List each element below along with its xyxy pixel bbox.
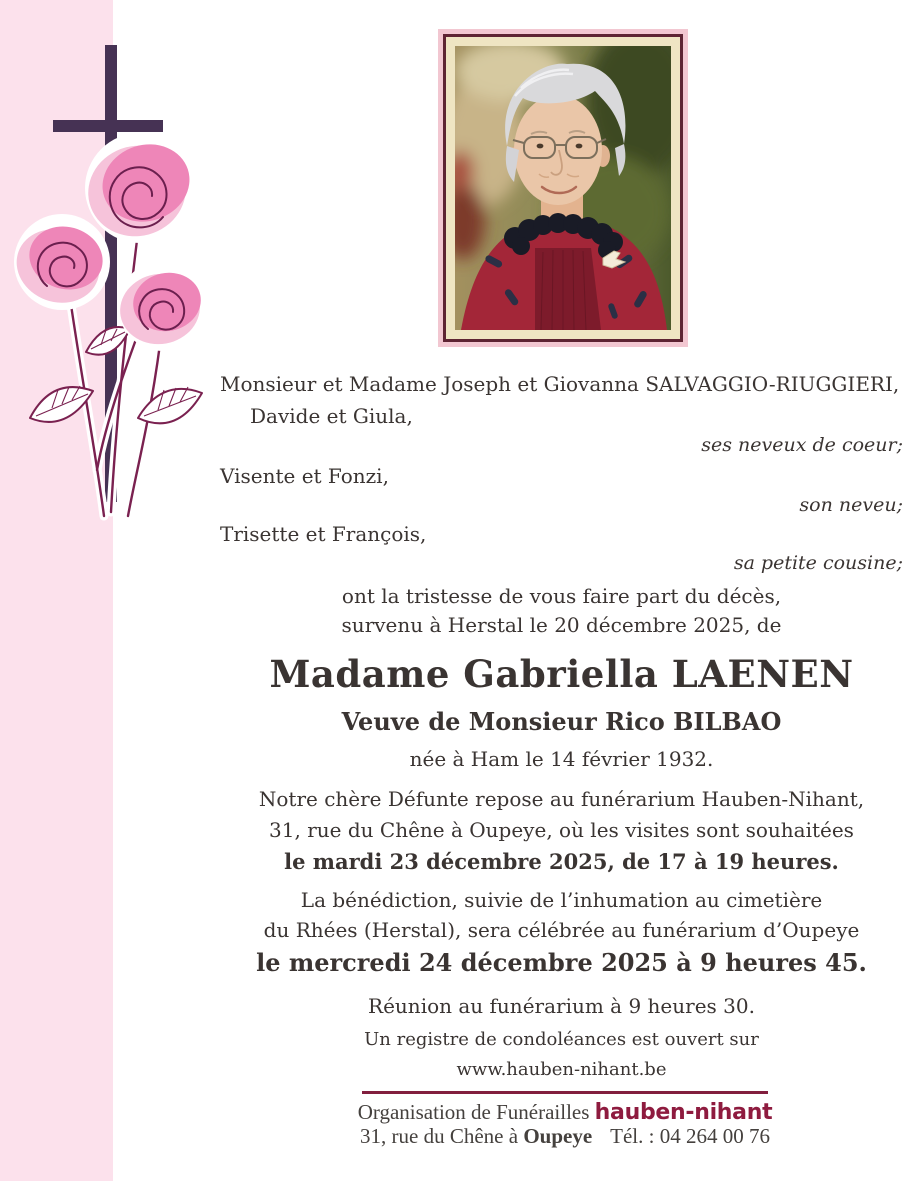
rose-icon bbox=[115, 261, 208, 351]
portrait-photo bbox=[455, 46, 671, 330]
footer-address-line bbox=[220, 1123, 910, 1149]
family-line-1: Monsieur et Madame Joseph et Giovanna SALVAGGIO-RIUGGIERI, bbox=[220, 372, 900, 396]
ceremony-line-1: La bénédiction, suivie de l’inhumation au cimetière bbox=[300, 888, 823, 912]
footer-divider bbox=[362, 1091, 768, 1094]
family-line-4: Trisette et François, bbox=[220, 522, 427, 546]
visitation-date: le mardi 23 décembre 2025, de 17 à 19 heures. bbox=[284, 849, 839, 874]
meeting-line: Réunion au funérarium à 9 heures 30. bbox=[368, 994, 755, 1018]
visitation-line-1: Notre chère Défunte repose au funérarium Hauben-Nihant, bbox=[258, 787, 865, 811]
left-pink-band bbox=[0, 0, 113, 1181]
relation-label-3: sa petite cousine; bbox=[733, 552, 903, 574]
deceased-name: Madame Gabriella LAENEN bbox=[269, 652, 854, 696]
intro-line-2: survenu à Herstal le 20 décembre 2025, de bbox=[341, 613, 782, 637]
footer-address: 31, rue du Chêne à bbox=[360, 1124, 524, 1148]
funeral-home-logo: hauben-nihant bbox=[594, 1100, 773, 1125]
ceremony-date: le mercredi 24 décembre 2025 à 9 heures 45. bbox=[256, 948, 867, 977]
portrait-frame bbox=[438, 29, 688, 347]
footer-city: Oupeye bbox=[523, 1124, 593, 1148]
website-link[interactable]: www.hauben-nihant.be bbox=[456, 1059, 667, 1080]
relation-label-2: son neveu; bbox=[799, 494, 903, 516]
deceased-widow-of: Veuve de Monsieur Rico BILBAO bbox=[341, 707, 782, 736]
family-line-2: Davide et Giula, bbox=[250, 404, 413, 428]
ceremony-line-2: du Rhées (Herstal), sera célébrée au funérarium d’Oupeye bbox=[263, 918, 860, 942]
footer-phone: Tél. : 04 264 00 76 bbox=[610, 1124, 770, 1148]
register-line: Un registre de condoléances est ouvert sur bbox=[364, 1029, 759, 1050]
deceased-birth: née à Ham le 14 février 1932. bbox=[409, 747, 714, 771]
visitation-line-2: 31, rue du Chêne à Oupeye, où les visites sont souhaitées bbox=[269, 818, 854, 842]
portrait-mat bbox=[443, 34, 683, 342]
family-line-3: Visente et Fonzi, bbox=[220, 464, 389, 488]
intro-line-1: ont la tristesse de vous faire part du décès, bbox=[341, 584, 782, 608]
relation-label-1: ses neveux de coeur; bbox=[701, 434, 903, 456]
footer-org-label: Organisation de Funérailles bbox=[357, 1100, 590, 1124]
